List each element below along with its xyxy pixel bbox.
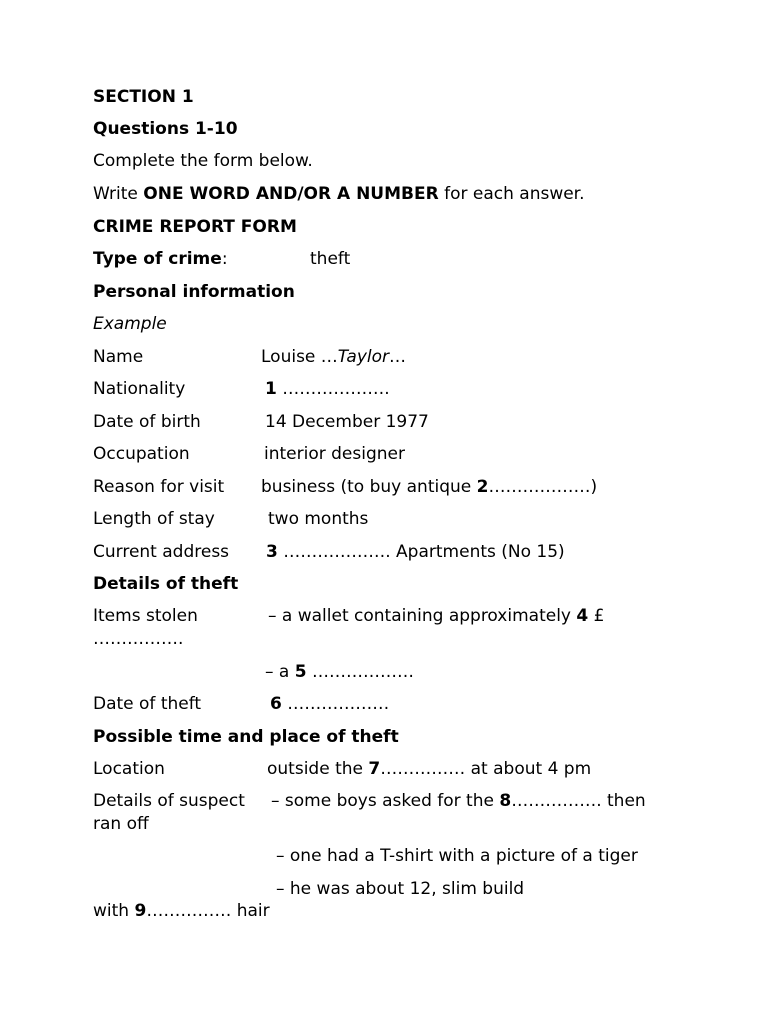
reason-post: ………………) [488, 477, 598, 497]
reason-pre: business (to buy antique [261, 477, 477, 497]
suspect3-wrap-pre: with [93, 901, 135, 921]
suspect-answer-2: – one had a T-shirt with a picture of a tiger [276, 846, 638, 866]
instruction-post: for each answer. [438, 184, 585, 204]
length-label: Length of stay [93, 509, 215, 529]
suspect3-wrap [93, 900, 270, 922]
reason-answer [261, 476, 597, 498]
items-answer-1 [268, 605, 604, 627]
suspect-answer-1 [271, 790, 646, 812]
items2-pre: – a [265, 662, 295, 682]
location-row [93, 758, 693, 780]
instruction-word-limit [93, 183, 585, 205]
items1-wrap: ……………. [93, 629, 184, 649]
type-of-crime-colon: : [221, 249, 228, 269]
instruction-complete: Complete the form below. [93, 151, 313, 171]
location-answer [267, 758, 591, 780]
instruction-pre: Write [93, 184, 144, 204]
question-number-5: 5 [294, 662, 307, 682]
items-label: Items stolen [93, 606, 198, 626]
date-post: ……………… [281, 694, 390, 714]
name-row [93, 346, 693, 368]
type-of-crime-row [93, 248, 693, 270]
example-label: Example [93, 314, 167, 334]
nationality-row [93, 378, 693, 400]
question-number-9: 9 [134, 901, 147, 921]
items-row-1 [93, 605, 693, 627]
occupation-label: Occupation [93, 444, 190, 464]
nationality-label: Nationality [93, 379, 186, 399]
question-number-7: 7 [368, 759, 381, 779]
suspect-label: Details of suspect [93, 791, 245, 811]
items1-post: £ [588, 606, 605, 626]
suspect1-wrap: ran off [93, 814, 149, 834]
question-number-4: 4 [576, 606, 589, 626]
type-of-crime-label: Type of crime [93, 249, 222, 269]
items-answer-2 [265, 661, 414, 683]
address-label: Current address [93, 542, 230, 562]
question-number-1: 1 [265, 379, 277, 399]
suspect3-wrap-post: …………… hair [146, 901, 270, 921]
question-number-6: 6 [270, 694, 282, 714]
occupation-row [93, 443, 693, 465]
dob-label: Date of birth [93, 412, 201, 432]
name-label: Name [93, 347, 144, 367]
occupation-value: interior designer [264, 444, 405, 464]
name-value-pre: Louise … [261, 347, 338, 367]
nationality-blank: ………………. [276, 379, 390, 399]
items2-post: ……………… [306, 662, 414, 682]
dob-value: 14 December 1977 [265, 412, 429, 432]
location-pre: outside the [267, 759, 369, 779]
nationality-answer [265, 378, 390, 400]
date-of-theft-label: Date of theft [93, 694, 202, 714]
instruction-bold: ONE WORD AND/OR A NUMBER [143, 184, 439, 204]
question-number-8: 8 [499, 791, 512, 811]
address-row [93, 541, 693, 563]
theft-details-heading: Details of theft [93, 574, 239, 594]
dob-row [93, 411, 693, 433]
length-row [93, 508, 693, 530]
items1-pre: – a wallet containing approximately [268, 606, 577, 626]
type-of-crime-value: theft [310, 249, 351, 269]
time-place-heading: Possible time and place of theft [93, 727, 399, 747]
question-number-2: 2 [476, 477, 489, 497]
questions-range: Questions 1-10 [93, 119, 238, 139]
personal-info-heading: Personal information [93, 282, 295, 302]
location-post: …………… at about 4 pm [380, 759, 592, 779]
name-value-post: … [389, 347, 406, 367]
question-number-3: 3 [266, 542, 278, 562]
name-value [261, 346, 406, 368]
date-of-theft-row [93, 693, 693, 715]
length-value: two months [268, 509, 369, 529]
date-of-theft-answer [270, 693, 389, 715]
reason-label: Reason for visit [93, 477, 225, 497]
suspect1-pre: – some boys asked for the [271, 791, 500, 811]
suspect1-post: ……………. then [511, 791, 646, 811]
reason-row [93, 476, 693, 498]
location-label: Location [93, 759, 165, 779]
suspect-row-1 [93, 790, 693, 812]
form-title: CRIME REPORT FORM [93, 217, 297, 237]
name-value-example: Taylor [337, 347, 389, 367]
section-title: SECTION 1 [93, 87, 194, 107]
address-post: ………………. Apartments (No 15) [277, 542, 565, 562]
address-answer [266, 541, 565, 563]
suspect-answer-3: – he was about 12, slim build [276, 879, 525, 899]
